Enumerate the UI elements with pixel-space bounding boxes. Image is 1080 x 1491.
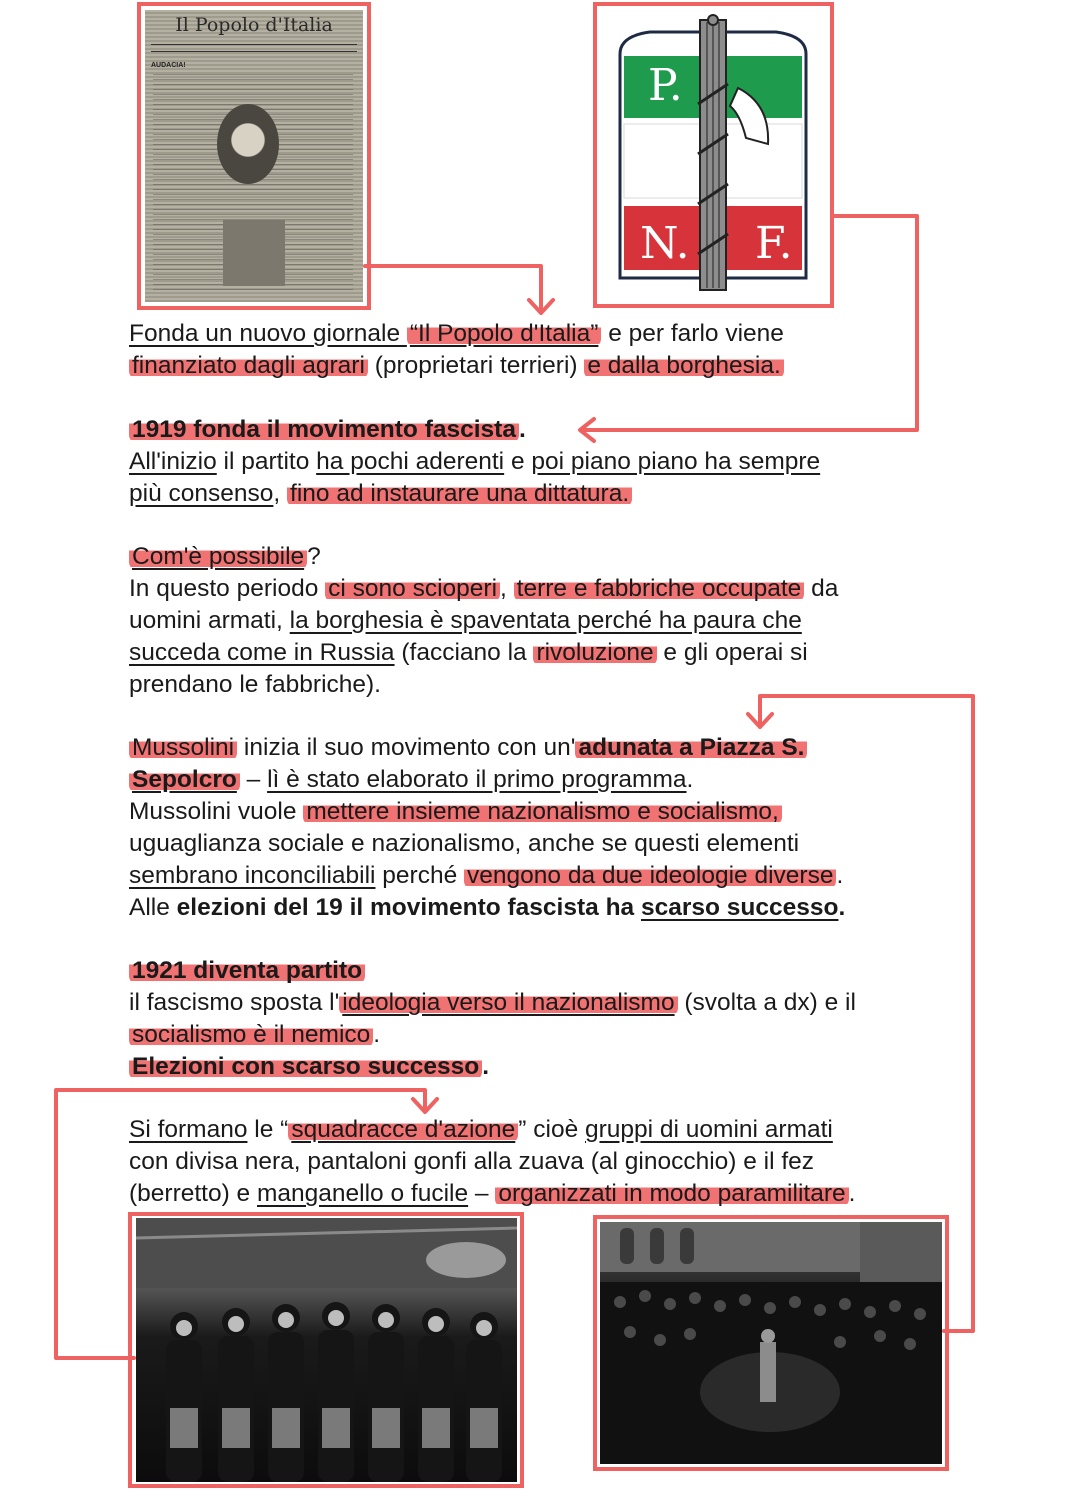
text-cioe: ” cioè — [518, 1116, 586, 1143]
text-finanziato: e per farlo viene — [601, 320, 784, 347]
text-fascismo-sposta: il fascismo sposta l' — [129, 989, 340, 1016]
text-socialismo-nemico: socialismo è il nemico — [129, 1021, 373, 1048]
text-sepolcro: Sepolcro — [129, 766, 240, 793]
text-popolo-italia: “Il Popolo d'Italia” — [407, 320, 602, 347]
text-partito: il partito — [216, 448, 317, 475]
paragraph-squadracce — [129, 1114, 959, 1210]
text-dash: – — [468, 1180, 496, 1207]
text-dittatura: fino ad instaurare una dittatura. — [287, 480, 632, 507]
text-adunata: adunata a Piazza S. — [575, 734, 807, 761]
text-occupate: terre e fabbriche occupate — [514, 575, 805, 602]
text-period: . — [848, 1180, 856, 1207]
text-facciano: (facciano la — [394, 639, 534, 666]
text-paramilitare: organizzati in modo paramilitare — [495, 1180, 848, 1207]
heading-1919: 1919 fonda il movimento fascista — [129, 416, 519, 443]
paragraph-newspaper — [129, 318, 959, 382]
text-gruppi-armati: gruppi di uomini armati — [585, 1116, 833, 1143]
emblem-letter-p: P. — [648, 60, 683, 111]
text-divisa: con divisa nera, pantaloni gonfi alla zuava (al ginocchio) e il fez — [129, 1148, 815, 1175]
masthead-rule — [151, 44, 357, 52]
paragraph-mussolini — [129, 732, 959, 924]
text-rivoluzione: rivoluzione — [533, 639, 656, 666]
text-periodo: In questo periodo — [129, 575, 326, 602]
emblem-letter-f: F. — [755, 218, 793, 269]
text-dash: – — [239, 766, 268, 793]
text-operai: e gli operai si — [656, 639, 808, 666]
newspaper-portrait — [217, 104, 279, 184]
paragraph-1921 — [129, 955, 959, 1083]
text-mussolini: Mussolini — [129, 734, 237, 761]
text-allinizio: All'inizio — [129, 448, 217, 475]
newspaper-side-label: AUDACIA! — [151, 62, 186, 69]
text-fonda-giornale: Fonda un nuovo giornale — [129, 320, 407, 347]
text-da: da — [804, 575, 839, 602]
text-manganello: manganello o fucile — [257, 1180, 469, 1207]
text-scarso-successo: scarso successo — [640, 894, 839, 921]
text-pochi-aderenti: ha pochi aderenti — [316, 448, 505, 475]
paragraph-come-possibile — [129, 541, 959, 701]
text-perche: perché — [375, 862, 465, 889]
text-period: . — [482, 1053, 490, 1080]
text-fabbriche: prendano le fabbriche). — [129, 671, 381, 698]
text-uomini-armati: uomini armati, — [129, 607, 290, 634]
text-nazionalismo-socialismo: mettere insieme nazionalismo e socialismo, — [303, 798, 782, 825]
newspaper-image — [145, 10, 363, 302]
text-consenso: più consenso — [129, 480, 274, 507]
text-elezioni-scarso: Elezioni con scarso successo — [129, 1053, 482, 1080]
text-agrari: finanziato dagli agrari — [129, 352, 368, 379]
text-proprietari: (proprietari terrieri) — [367, 352, 585, 379]
text-period: . — [686, 766, 694, 793]
text-le: le “ — [247, 1116, 289, 1143]
text-question: ? — [307, 543, 321, 570]
text-primo-programma: lì è stato elaborato il primo programma — [267, 766, 687, 793]
photo-squadristi — [136, 1218, 517, 1482]
text-ideologia-nazionalismo: ideologia verso il nazionalismo — [339, 989, 677, 1016]
newspaper-masthead: Il Popolo d'Italia — [175, 14, 333, 36]
text-period: . — [518, 416, 526, 443]
text-period: . — [373, 1021, 381, 1048]
text-uguaglianza: uguaglianza sociale e nazionalismo, anche se questi elementi — [129, 830, 800, 857]
text-berretto: (berretto) e — [129, 1180, 257, 1207]
text-comma: , — [500, 575, 514, 602]
text-inconciliabili: sembrano inconciliabili — [129, 862, 376, 889]
text-inizia: inizia il suo movimento con un' — [237, 734, 576, 761]
text-scioperi: ci sono scioperi — [325, 575, 500, 602]
heading-1921: 1921 diventa partito — [129, 957, 365, 984]
heading-come-possibile: Com'è possibile — [129, 543, 307, 570]
text-elezioni-19: elezioni del 19 il movimento fascista ha — [176, 894, 641, 921]
text-svolta: (svolta a dx) e il — [677, 989, 856, 1016]
emblem-letter-n: N. — [640, 218, 690, 269]
text-borghesia: e dalla borghesia. — [584, 352, 783, 379]
photo-crowd-figures — [600, 1222, 942, 1464]
text-e: e — [504, 448, 532, 475]
text-alle: Alle — [129, 894, 177, 921]
newspaper-photo — [223, 220, 285, 286]
text-piano-piano: poi piano piano ha sempre — [531, 448, 821, 475]
text-ideologie-diverse: vengono da due ideologie diverse — [464, 862, 836, 889]
text-russia: succeda come in Russia — [129, 639, 395, 666]
text-si-formano: Si formano — [129, 1116, 248, 1143]
photo-crowd — [600, 1222, 942, 1464]
text-mussolini-vuole: Mussolini vuole — [129, 798, 304, 825]
text-period: . — [836, 862, 844, 889]
text-period: . — [838, 894, 846, 921]
text-squadracce: squadracce d'azione — [288, 1116, 518, 1143]
paragraph-1919 — [129, 414, 959, 510]
text-comma: , — [273, 480, 288, 507]
text-borghesia-spaventata: la borghesia è spaventata perché ha paura che — [289, 607, 802, 634]
photo-squadristi-figures — [136, 1218, 517, 1482]
